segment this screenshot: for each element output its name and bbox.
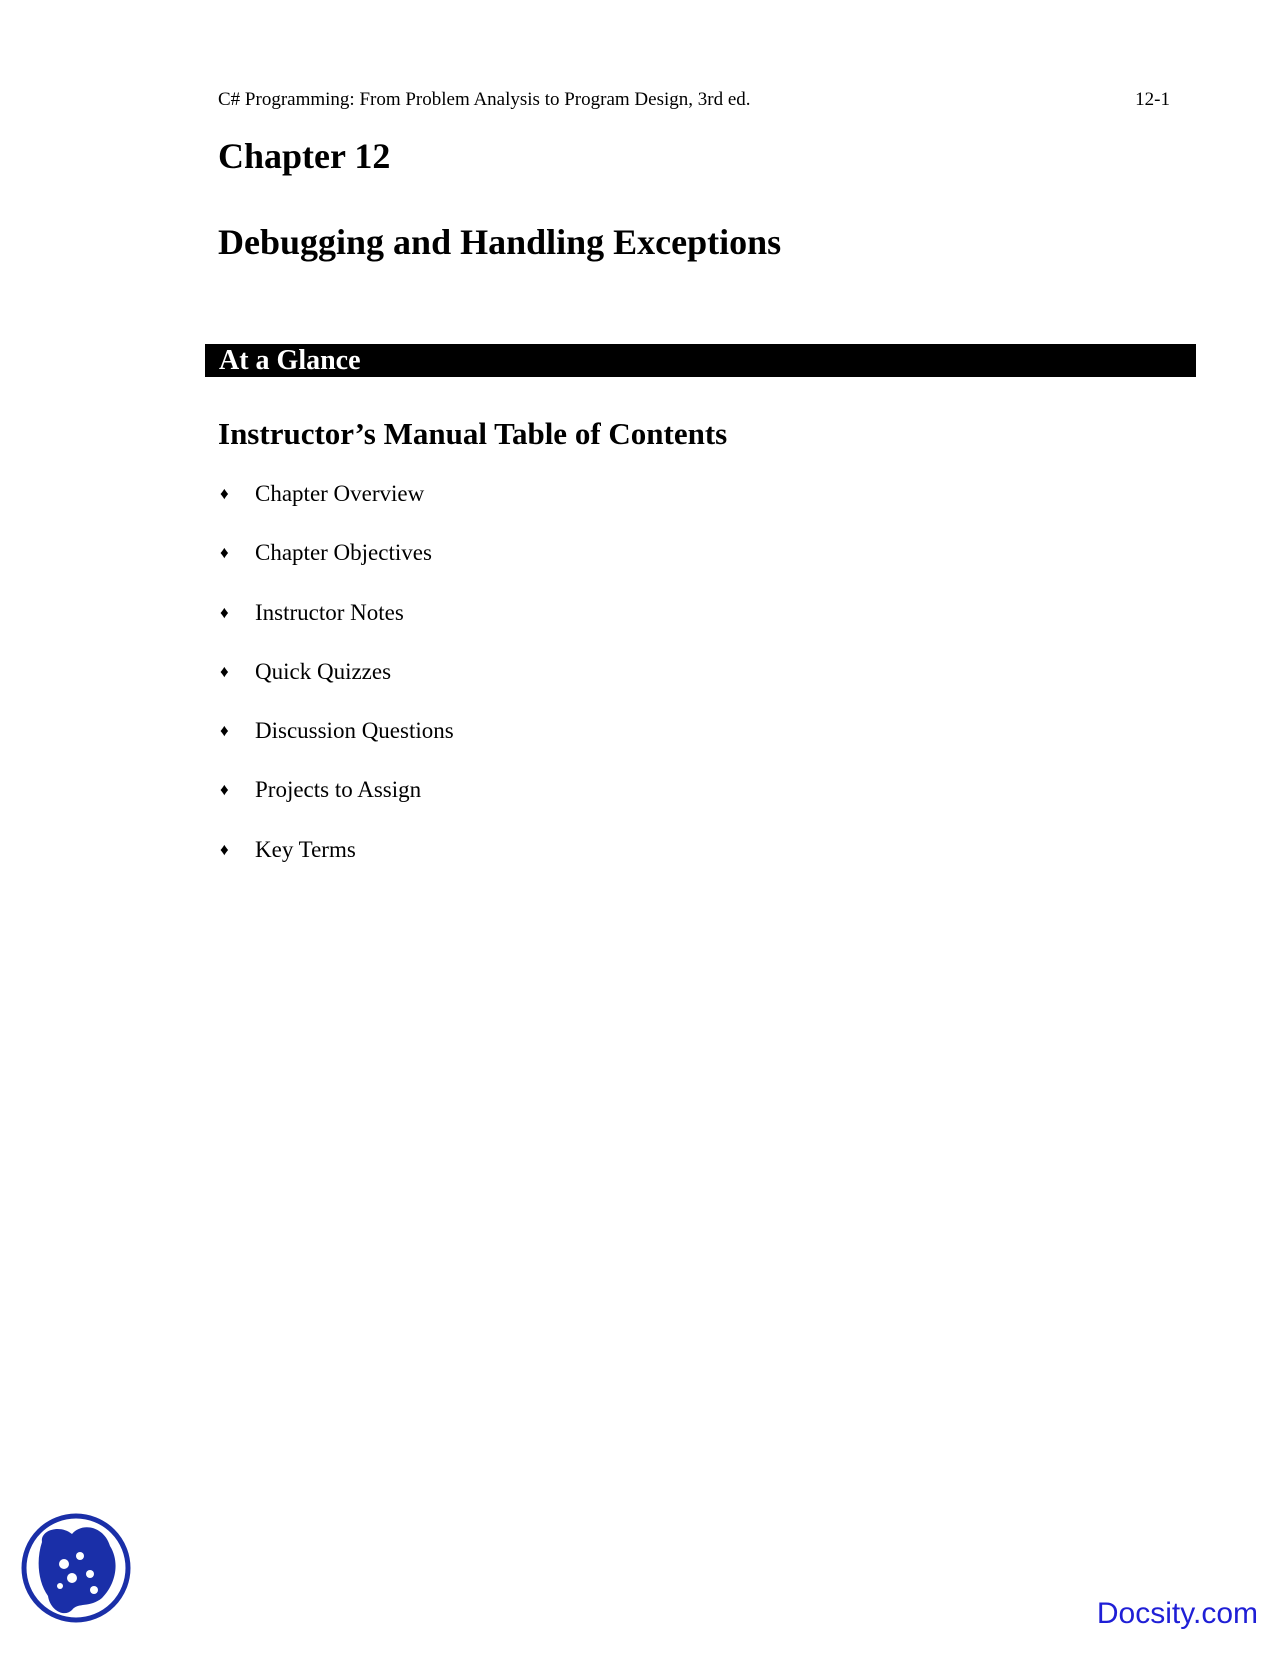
toc-item-label: Quick Quizzes — [255, 658, 392, 684]
toc-item — [218, 656, 454, 715]
toc-item — [218, 774, 454, 833]
toc-item-label: Chapter Objectives — [255, 540, 432, 566]
docsity-logo-icon[interactable] — [20, 1512, 132, 1624]
toc-list — [218, 478, 454, 893]
toc-item-label: Instructor Notes — [255, 599, 404, 625]
at-a-glance-label: At a Glance — [219, 345, 361, 376]
diamond-bullet-icon: ♦ — [220, 780, 229, 800]
docsity-watermark[interactable]: Docsity.com — [1096, 1597, 1258, 1630]
book-title: C# Programming: From Problem Analysis to Program Design, 3rd ed. — [218, 89, 751, 110]
diamond-bullet-icon: ♦ — [220, 661, 229, 681]
diamond-bullet-icon: ♦ — [220, 543, 229, 563]
chapter-number: Chapter 12 — [218, 136, 391, 176]
diamond-bullet-icon: ♦ — [220, 602, 229, 622]
toc-heading: Instructor’s Manual Table of Contents — [218, 416, 728, 451]
toc-item-label: Key Terms — [255, 836, 356, 862]
docsity-logo-graphic — [20, 1512, 132, 1624]
toc-item — [218, 834, 454, 893]
at-a-glance-bar — [205, 344, 1196, 377]
toc-item — [218, 597, 454, 656]
toc-item-label: Projects to Assign — [255, 777, 422, 803]
toc-item — [218, 715, 454, 774]
page-number: 12-1 — [1135, 89, 1170, 110]
diamond-bullet-icon: ♦ — [220, 484, 229, 503]
chapter-title: Debugging and Handling Exceptions — [218, 222, 782, 262]
toc-item — [218, 478, 454, 537]
diamond-bullet-icon: ♦ — [220, 721, 229, 741]
toc-item — [218, 537, 454, 596]
diamond-bullet-icon: ♦ — [220, 839, 229, 859]
toc-item-label: Discussion Questions — [255, 718, 454, 744]
toc-item-label: Chapter Overview — [255, 481, 425, 506]
